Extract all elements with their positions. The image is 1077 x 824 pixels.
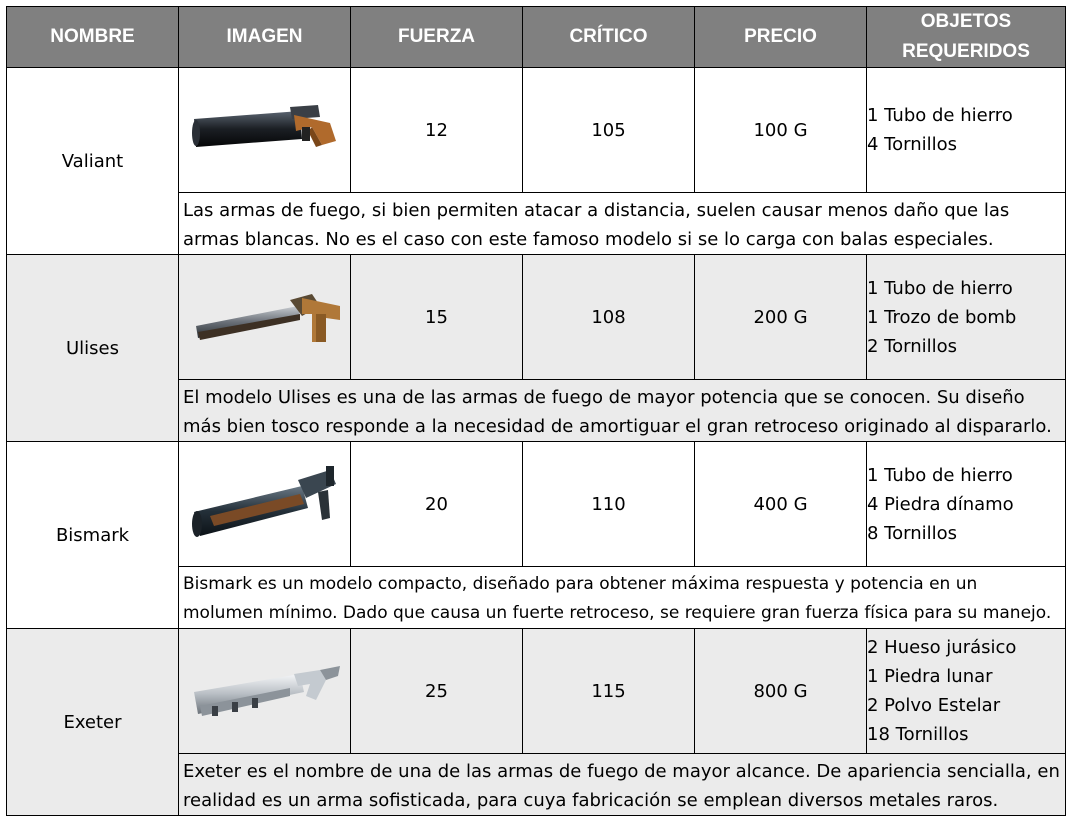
weapon-name: Valiant — [7, 68, 179, 255]
list-item: 2 Tornillos — [867, 335, 958, 357]
bismark-gun-image — [190, 464, 340, 544]
list-item: 1 Piedra lunar — [867, 666, 993, 687]
list-item: 1 Tubo de hierro — [867, 464, 1013, 486]
list-item: 4 Piedra dínamo — [867, 493, 1014, 515]
list-item: 1 Tubo de hierro — [867, 105, 1013, 126]
weapon-name: Bismark — [7, 442, 179, 629]
weapon-image-cell — [179, 68, 351, 193]
list-item: 1 Trozo de bomb — [867, 306, 1017, 328]
header-row — [7, 7, 1066, 68]
weapon-critico: 110 — [523, 442, 695, 567]
weapon-fuerza: 12 — [351, 68, 523, 193]
weapon-requeridos — [867, 629, 1066, 754]
header-nombre: NOMBRE — [7, 7, 179, 68]
header-objetos-requeridos: OBJETOS REQUERIDOS — [867, 7, 1066, 68]
weapon-precio: 800 G — [695, 629, 867, 754]
table-row — [7, 68, 1066, 193]
weapon-precio: 400 G — [695, 442, 867, 567]
weapon-precio: 200 G — [695, 255, 867, 380]
weapon-fuerza: 15 — [351, 255, 523, 380]
header-precio: PRECIO — [695, 7, 867, 68]
weapon-name: Ulises — [7, 255, 179, 442]
header-critico: CRÍTICO — [523, 7, 695, 68]
weapon-image-cell — [179, 629, 351, 754]
list-item: 1 Tubo de hierro — [867, 277, 1013, 299]
list-item: 2 Hueso jurásico — [867, 637, 1017, 658]
ulises-gun-image — [190, 284, 340, 350]
valiant-gun-image — [190, 97, 340, 163]
weapon-image-cell — [179, 442, 351, 567]
weapon-requeridos — [867, 68, 1066, 193]
weapon-description: Bismark es un modelo compacto, diseñado para obtener máxima respuesta y potencia en un molumen mínimo. Dado que causa un fuerte retroceso, se requiere gran fuerza física para su manejo. — [179, 567, 1066, 629]
weapon-critico: 108 — [523, 255, 695, 380]
header-fuerza: FUERZA — [351, 7, 523, 68]
weapon-critico: 115 — [523, 629, 695, 754]
list-item: 8 Tornillos — [867, 522, 958, 544]
weapon-requeridos — [867, 442, 1066, 567]
weapon-name: Exeter — [7, 629, 179, 816]
exeter-gun-image — [190, 656, 340, 726]
list-item: 2 Polvo Estelar — [867, 695, 1001, 716]
weapon-requeridos — [867, 255, 1066, 380]
weapon-fuerza: 20 — [351, 442, 523, 567]
weapon-image-cell — [179, 255, 351, 380]
header-imagen: IMAGEN — [179, 7, 351, 68]
weapon-description: Las armas de fuego, si bien permiten atacar a distancia, suelen causar menos daño que las armas blancas. No es el caso con este famoso modelo si se lo carga con balas especiales. — [179, 193, 1066, 255]
list-item: 18 Tornillos — [867, 724, 969, 745]
table-row — [7, 629, 1066, 754]
weapon-critico: 105 — [523, 68, 695, 193]
weapon-fuerza: 25 — [351, 629, 523, 754]
table-row — [7, 255, 1066, 380]
list-item: 4 Tornillos — [867, 134, 958, 155]
weapon-description: Exeter es el nombre de una de las armas de fuego de mayor alcance. De apariencia sencialla, en realidad es un arma sofisticada, para cuya fabricación se emplean diversos metales raros. — [179, 754, 1066, 816]
weapon-precio: 100 G — [695, 68, 867, 193]
table-row — [7, 442, 1066, 567]
weapons-table — [6, 6, 1066, 816]
weapon-description: El modelo Ulises es una de las armas de fuego de mayor potencia que se conocen. Su diseño más bien tosco responde a la necesidad de amortiguar el gran retroceso originado al dispararlo. — [179, 380, 1066, 442]
